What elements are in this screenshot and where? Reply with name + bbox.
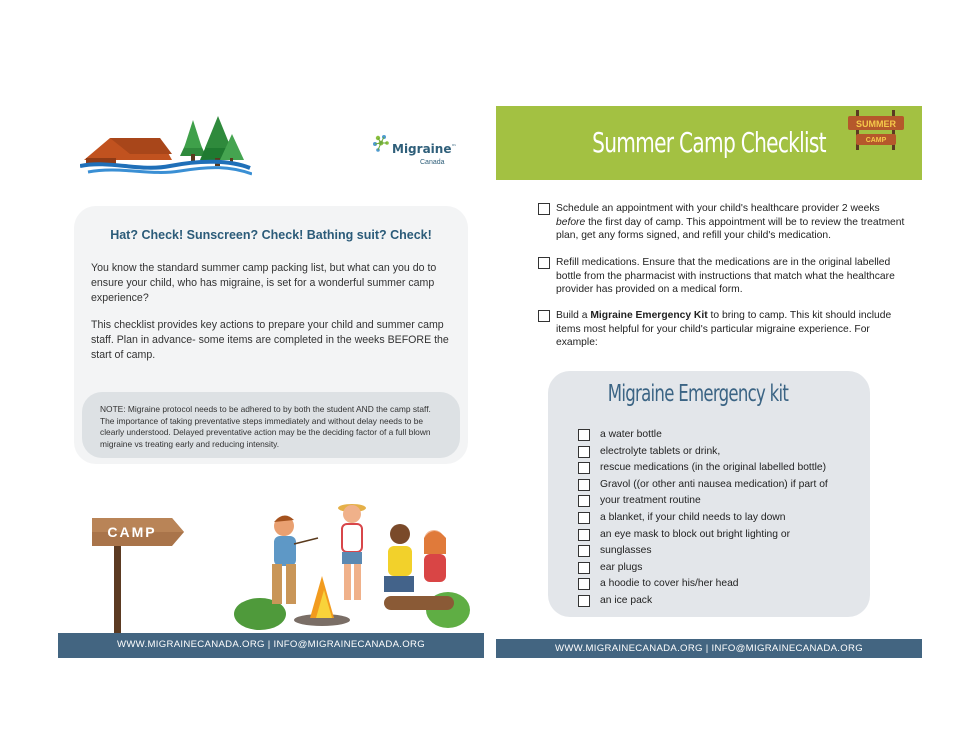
intro-heading: Hat? Check! Sunscreen? Check! Bathing suit? Check! bbox=[110, 228, 432, 242]
checkbox[interactable] bbox=[578, 578, 590, 590]
checkbox[interactable] bbox=[538, 310, 550, 322]
note-box: NOTE: Migraine protocol needs to be adhered to by both the student AND the camp staff. The importance of taking preventative steps immediately and without delay needs to be clearly understood. Delayed preventative action may be the deciding factor of a full blown migraine vs treating early and reducing intensity. bbox=[82, 392, 460, 458]
migraine-canada-logo bbox=[370, 132, 457, 172]
summer-camp-sign bbox=[846, 110, 906, 150]
page-title: Summer Camp Checklist bbox=[592, 126, 826, 159]
emergency-kit-card bbox=[548, 371, 870, 617]
brand-name: Migraine™ bbox=[392, 142, 457, 156]
list-item: an eye mask to block out bright lighting or bbox=[578, 527, 828, 544]
checkbox[interactable] bbox=[578, 462, 590, 474]
list-item: a blanket, if your child needs to lay down bbox=[578, 510, 828, 527]
brand-subtitle: Canada bbox=[420, 159, 445, 166]
list-item: rescue medications (in the original labelled bottle) bbox=[578, 460, 828, 477]
checkbox[interactable] bbox=[578, 545, 590, 557]
brain-icon bbox=[370, 132, 394, 156]
campfire-kids-illustration bbox=[234, 498, 474, 632]
right-page bbox=[496, 106, 922, 658]
camp-sign-text: CAMP bbox=[107, 524, 157, 540]
checkbox[interactable] bbox=[578, 479, 590, 491]
camp-signpost bbox=[86, 504, 186, 634]
summer-sign-line-2: CAMP bbox=[865, 137, 887, 144]
checkbox[interactable] bbox=[538, 257, 550, 269]
checkbox[interactable] bbox=[578, 429, 590, 441]
checkbox[interactable] bbox=[578, 512, 590, 524]
right-footer: WWW.MIGRAINECANADA.ORG | INFO@MIGRAINECANADA.ORG bbox=[496, 639, 922, 658]
list-item: a water bottle bbox=[578, 427, 828, 444]
checkbox[interactable] bbox=[578, 446, 590, 458]
checkbox[interactable] bbox=[578, 562, 590, 574]
title-banner bbox=[496, 106, 922, 180]
intro-paragraph-2: This checklist provides key actions to prepare your child and summer camp staff. Plan in advance- some items are completed in the weeks BEFORE the start of camp. bbox=[91, 319, 449, 361]
intro-card bbox=[74, 206, 468, 464]
checkbox[interactable] bbox=[578, 529, 590, 541]
list-item: a hoodie to cover his/her head bbox=[578, 576, 828, 593]
checkbox[interactable] bbox=[538, 203, 550, 215]
list-item: ear plugs bbox=[578, 560, 828, 577]
kit-title: Migraine Emergency kit bbox=[607, 381, 789, 407]
checkbox[interactable] bbox=[578, 495, 590, 507]
left-footer: WWW.MIGRAINECANADA.ORG | INFO@MIGRAINECANADA.ORG bbox=[58, 633, 484, 658]
list-item: Gravol ((or other anti nausea medication) if part of bbox=[578, 477, 828, 494]
left-page bbox=[58, 106, 484, 658]
checkbox[interactable] bbox=[578, 595, 590, 607]
task-text: Schedule an appointment with your child's healthcare provider 2 weeks before the first day of camp. This appointment will be to review the treatment plan, get any forms signed, and refill your child's medication. bbox=[556, 203, 905, 241]
cabin-trees-logo bbox=[80, 116, 252, 176]
list-item: an ice pack bbox=[578, 593, 828, 610]
task-text: Build a Migraine Emergency Kit to bring to camp. This kit should include items most helpful for your child's particular migraine experience. For example: bbox=[556, 310, 892, 348]
task-text: Refill medications. Ensure that the medications are in the original labelled bottle from the pharmacist with instructions that match what the healthcare provider has provided on a medical form. bbox=[556, 257, 895, 295]
intro-paragraph-1: You know the standard summer camp packing list, but what can you do to ensure your child, who has migraine, is set for a wonderful summer camp experience? bbox=[91, 262, 437, 304]
list-item: electrolyte tablets or drink, bbox=[578, 444, 828, 461]
summer-sign-line-1: SUMMER bbox=[856, 119, 896, 129]
kit-list bbox=[578, 427, 828, 610]
list-item: your treatment routine bbox=[578, 493, 828, 510]
list-item: sunglasses bbox=[578, 543, 828, 560]
